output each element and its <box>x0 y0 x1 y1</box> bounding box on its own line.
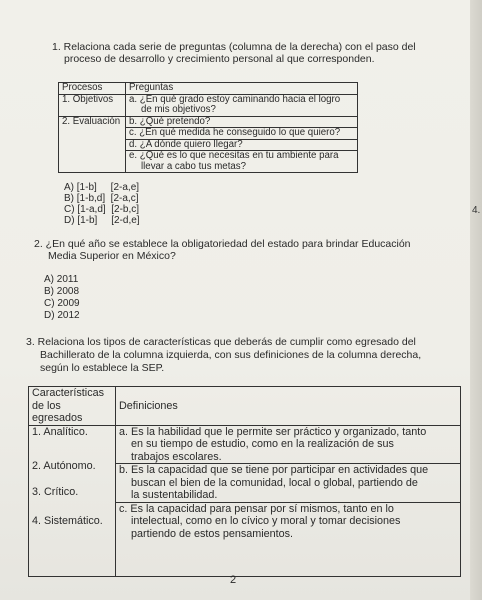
q1-option-c: C) [1-a,d] [2-b,c] <box>64 204 140 215</box>
definition-a: a. Es la habilidad que le permite ser práctico y organizado, tanto en su tiempo de estudio, como en la realización de sus trabajos escolares. <box>116 426 460 465</box>
process-objetivos: 1. Objetivos <box>59 94 126 116</box>
item-sistematico: 4. Sistemático. <box>32 514 103 527</box>
q2-option-a: A) 2011 <box>44 274 79 285</box>
definitions-column <box>116 425 461 576</box>
item-analitico: 1. Analítico. <box>32 425 88 438</box>
next-page-number-mark: 4. <box>472 205 481 216</box>
q1-option-d: D) [1-b] [2-d,e] <box>64 215 140 226</box>
question-e: e. ¿Qué es lo que necesitas en tu ambiente para llevar a cabo tus metas? <box>126 151 358 173</box>
header-caracteristicas: Características de los egresados <box>29 387 116 426</box>
question-3-line-2: Bachillerato de la columna izquierda, con sus definiciones de la columna derecha, <box>40 349 422 361</box>
question-b: b. ¿Qué pretendo? <box>126 116 358 128</box>
question-3-line-3: según lo establece la SEP. <box>40 362 165 374</box>
characteristics-list <box>29 425 116 576</box>
question-c: c. ¿En qué medida he conseguido lo que quiero? <box>126 128 358 140</box>
q2-option-c: C) 2009 <box>44 298 80 309</box>
q1-option-b: B) [1-b,d] [2-a,c] <box>64 193 139 204</box>
question-1-line-2: proceso de desarrollo y crecimiento personal al que corresponden. <box>64 53 375 65</box>
question-2-line-2: Media Superior en México? <box>48 250 176 262</box>
q1-option-a: A) [1-b] [2-a,e] <box>64 182 140 193</box>
question-d: d. ¿A dónde quiero llegar? <box>126 139 358 151</box>
question-2-line-1: 2. ¿En qué año se establece la obligatoriedad del estado para brindar Educación <box>34 238 411 250</box>
header-preguntas: Preguntas <box>126 83 358 95</box>
header-procesos: Procesos <box>59 83 126 95</box>
next-page-edge <box>470 0 482 600</box>
question-3-line-1: 3. Relaciona los tipos de características que deberás de cumplir como egresado del <box>26 336 416 348</box>
question-a: a. ¿En qué grado estoy caminando hacia el logro de mis objetivos? <box>126 94 358 116</box>
definition-b: b. Es la capacidad que se tiene por participar en actividades que buscan el bien de la comunidad, local o global, partiendo de la sustentabilidad. <box>116 464 460 503</box>
q2-option-b: B) 2008 <box>44 286 80 297</box>
header-definiciones: Definiciones <box>116 387 461 426</box>
definition-c: c. Es la capacidad para pensar por sí mismos, tanto en lo intelectual, como en lo cívico y moral y tomar decisiones partiendo de estos pensamientos. <box>119 502 401 540</box>
question-3-table <box>28 386 461 577</box>
q2-option-d: D) 2012 <box>44 310 80 321</box>
question-1-table <box>58 82 358 173</box>
page-number: 2 <box>230 574 237 586</box>
item-autonomo: 2. Autónomo. <box>32 459 96 472</box>
question-1-line-1: 1. Relaciona cada serie de preguntas (columna de la derecha) con el paso del <box>52 41 416 53</box>
process-evaluacion: 2. Evaluación <box>59 116 126 173</box>
item-critico: 3. Crítico. <box>32 485 79 498</box>
